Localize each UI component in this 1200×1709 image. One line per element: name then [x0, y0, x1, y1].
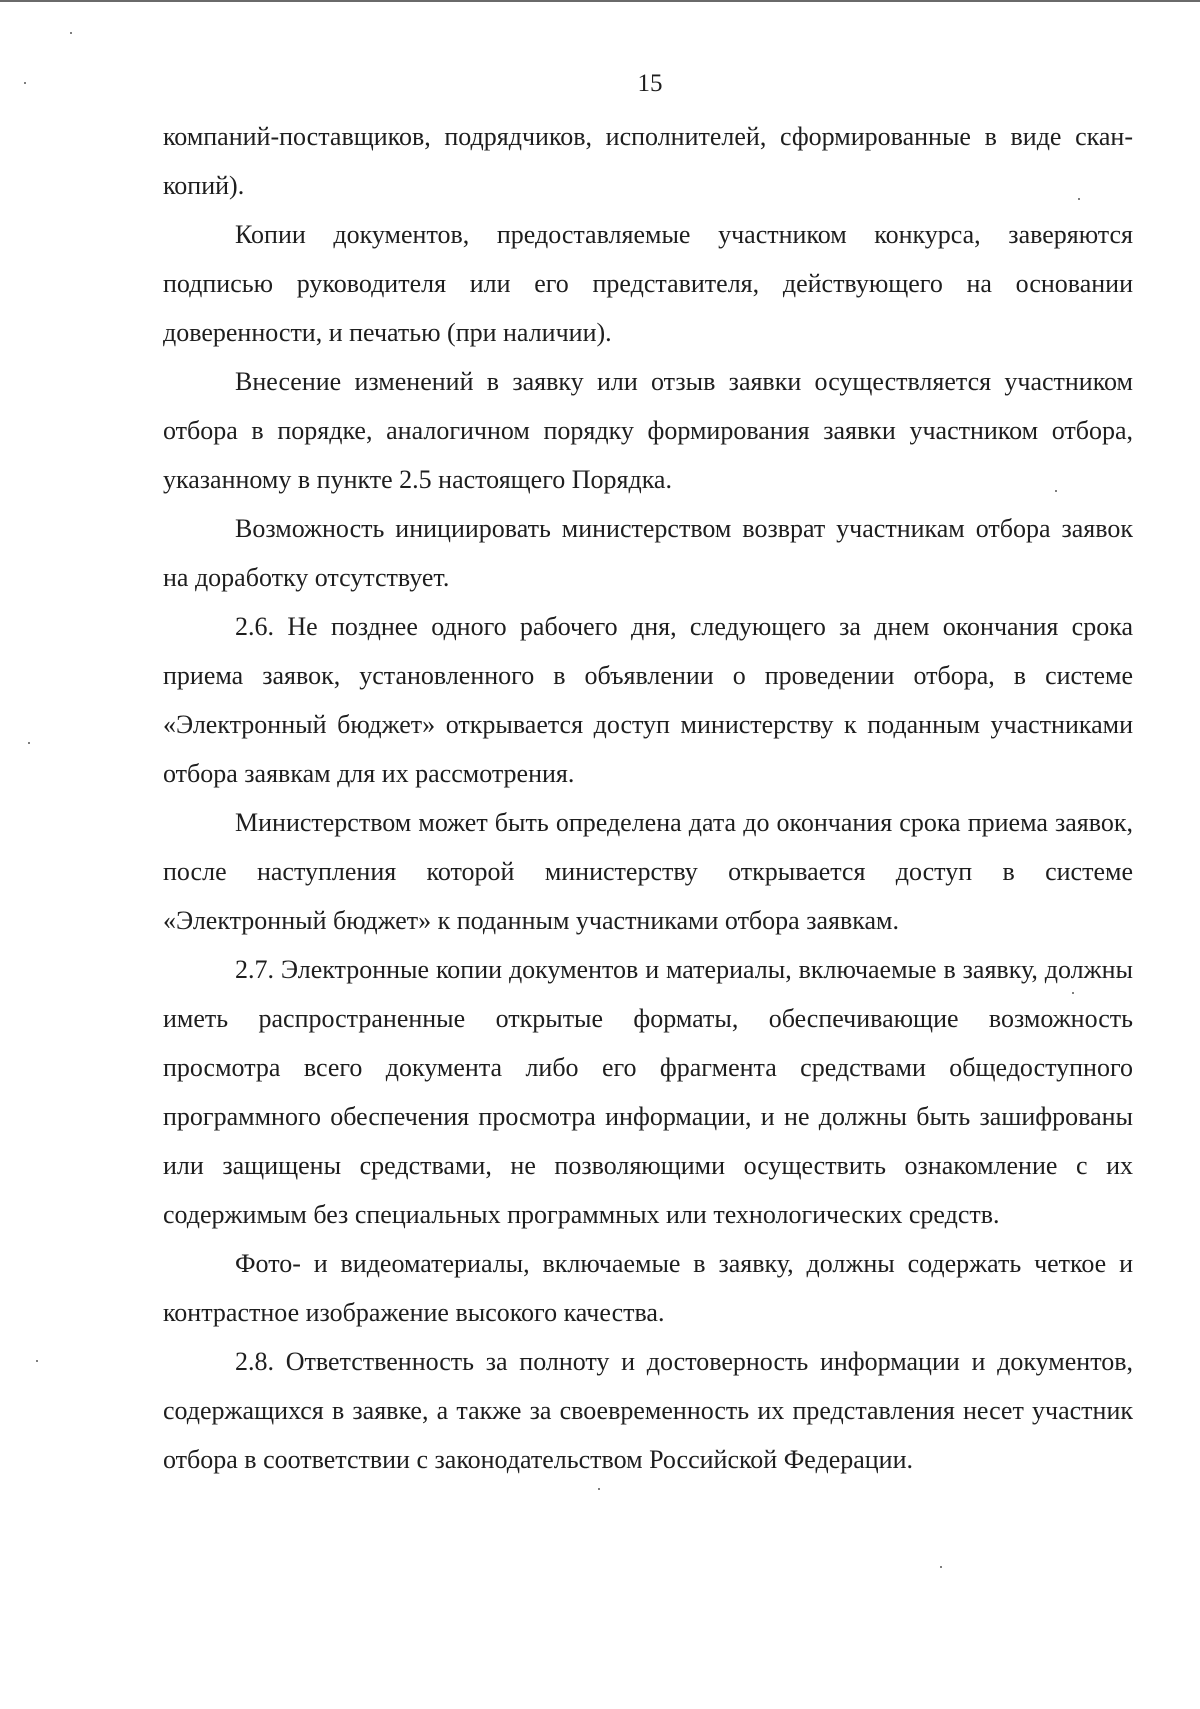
paragraph-changes-withdrawal: Внесение изменений в заявку или отзыв заявки осуществляется участником отбора в порядке, аналогичном порядку формирования заявки участником отбора, указанному в пункте 2.5 настоящего Порядка.	[163, 367, 1133, 494]
paragraph-continuation: компаний-поставщиков, подрядчиков, исполнителей, сформированные в виде скан-копий).	[163, 122, 1133, 200]
paragraph-access-date: Министерством может быть определена дата до окончания срока приема заявок, после наступления которой министерству открывается доступ в системе «Электронный бюджет» к поданным участниками отбора заявкам.	[163, 808, 1133, 935]
paragraph-copies-certification: Копии документов, предоставляемые участником конкурса, заверяются подписью руководителя или его представителя, действующего на основании доверенности, и печатью (при наличии).	[163, 220, 1133, 347]
scan-speck	[1072, 992, 1074, 994]
scan-speck	[24, 82, 26, 84]
scan-speck	[598, 1488, 600, 1490]
scan-speck	[940, 1566, 942, 1568]
page-number: 15	[637, 70, 663, 97]
scan-speck	[1078, 198, 1080, 200]
scan-speck	[36, 1360, 38, 1362]
clause-2-7: 2.7. Электронные копии документов и материалы, включаемые в заявку, должны иметь распространенные открытые форматы, обеспечивающие возможность просмотра всего документа либо его фрагмента средствами общедоступного программного обеспечения просмотра информации, и не должны быть зашифрованы или защищены средствами, не позволяющими осуществить ознакомление с их содержимым без специальных программных или технологических средств.	[163, 955, 1133, 1229]
document-body	[163, 112, 1133, 1484]
scan-speck	[1055, 490, 1057, 492]
paragraph-photo-video: Фото- и видеоматериалы, включаемые в заявку, должны содержать четкое и контрастное изображение высокого качества.	[163, 1249, 1133, 1327]
clause-2-6: 2.6. Не позднее одного рабочего дня, следующего за днем окончания срока приема заявок, установленного в объявлении о проведении отбора, в системе «Электронный бюджет» открывается доступ министерству к поданным участниками отбора заявкам для их рассмотрения.	[163, 612, 1133, 788]
scan-speck	[70, 32, 72, 34]
scan-speck	[28, 742, 30, 744]
scan-top-edge	[0, 0, 1200, 2]
paragraph-return-for-revision: Возможность инициировать министерством возврат участникам отбора заявок на доработку отсутствует.	[163, 514, 1133, 592]
clause-2-8: 2.8. Ответственность за полноту и достоверность информации и документов, содержащихся в заявке, а также за своевременность их представления несет участник отбора в соответствии с законодательством Российской Федерации.	[163, 1347, 1133, 1474]
